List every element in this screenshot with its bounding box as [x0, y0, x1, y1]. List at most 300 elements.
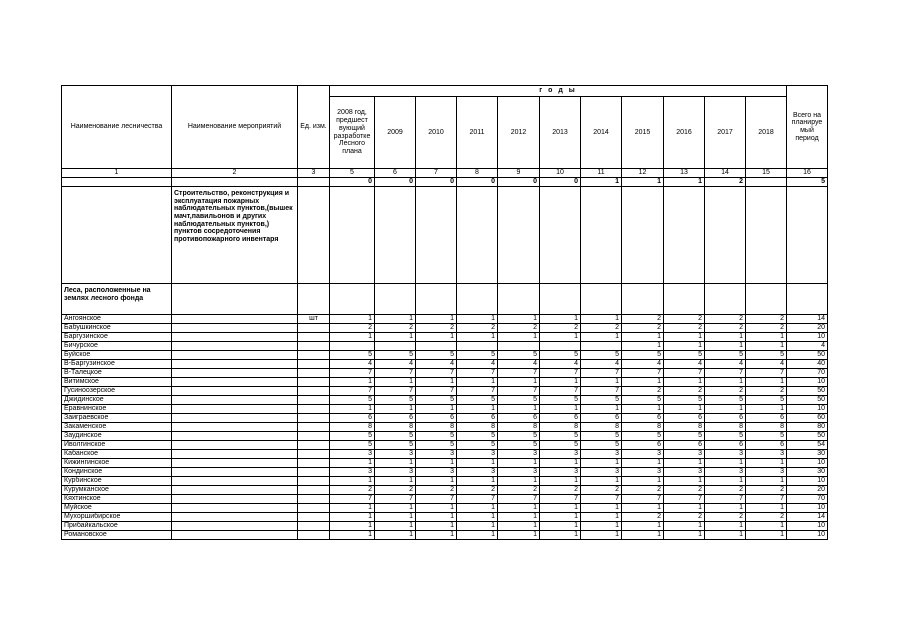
row-value: 1 — [622, 333, 664, 342]
row-value: 1 — [746, 504, 787, 513]
row-value: 8 — [581, 423, 622, 432]
unit-value — [298, 459, 330, 468]
row-value: 1 — [581, 531, 622, 540]
activity-empty — [375, 187, 416, 284]
forestry-name: Бичурское — [62, 342, 172, 351]
row-value: 4 — [375, 360, 416, 369]
section-title: Леса, расположенные на землях лесного фонда — [62, 284, 172, 315]
row-value: 1 — [498, 477, 540, 486]
row-value: 7 — [457, 495, 498, 504]
row-value: 1 — [416, 504, 457, 513]
row-value: 8 — [540, 423, 581, 432]
activity-empty — [664, 187, 705, 284]
header-base-year: 2008 год, предшест вующий разработке Лесного плана — [330, 97, 375, 169]
row-value: 4 — [622, 360, 664, 369]
row-value: 1 — [330, 315, 375, 324]
summary-value: 1 — [664, 178, 705, 187]
row-value: 1 — [498, 315, 540, 324]
row-value: 1 — [664, 342, 705, 351]
row-value — [540, 342, 581, 351]
row-value: 1 — [746, 531, 787, 540]
forestry-name: Бабушкинское — [62, 324, 172, 333]
row-value: 3 — [581, 468, 622, 477]
section-empty — [416, 284, 457, 315]
row-value: 5 — [457, 441, 498, 450]
row-value: 7 — [664, 369, 705, 378]
row-value: 2 — [622, 387, 664, 396]
header-year: 2015 — [622, 97, 664, 169]
unit-value — [298, 531, 330, 540]
table-row — [62, 414, 828, 423]
row-value: 6 — [622, 441, 664, 450]
measure-empty — [172, 477, 298, 486]
row-value: 8 — [330, 423, 375, 432]
row-value: 5 — [375, 441, 416, 450]
row-value: 1 — [457, 333, 498, 342]
row-value: 1 — [746, 459, 787, 468]
row-value: 3 — [416, 450, 457, 459]
row-value: 1 — [375, 531, 416, 540]
measure-empty — [172, 486, 298, 495]
row-value: 7 — [457, 369, 498, 378]
row-value: 1 — [416, 513, 457, 522]
section-empty — [298, 284, 330, 315]
row-value: 7 — [498, 369, 540, 378]
row-value: 2 — [664, 387, 705, 396]
measure-empty — [172, 378, 298, 387]
measure-empty — [172, 522, 298, 531]
row-value: 7 — [746, 495, 787, 504]
activity-empty — [581, 187, 622, 284]
row-value: 1 — [540, 315, 581, 324]
activity-empty — [298, 187, 330, 284]
row-value: 1 — [375, 315, 416, 324]
measure-empty — [172, 513, 298, 522]
unit-value — [298, 504, 330, 513]
forestry-name: Закаменское — [62, 423, 172, 432]
row-value: 10 — [787, 504, 828, 513]
header-year: 2016 — [664, 97, 705, 169]
row-value: 7 — [540, 369, 581, 378]
row-value: 7 — [375, 387, 416, 396]
section-empty — [540, 284, 581, 315]
unit-value — [298, 468, 330, 477]
section-empty — [622, 284, 664, 315]
activity-empty — [622, 187, 664, 284]
section-empty — [787, 284, 828, 315]
row-value: 7 — [330, 369, 375, 378]
forestry-name: Курбинское — [62, 477, 172, 486]
row-value: 4 — [581, 360, 622, 369]
row-value: 8 — [622, 423, 664, 432]
row-value: 3 — [705, 468, 746, 477]
table-row — [62, 468, 828, 477]
row-value: 4 — [540, 360, 581, 369]
row-value: 1 — [457, 405, 498, 414]
column-number: 5 — [330, 169, 375, 178]
row-value: 70 — [787, 369, 828, 378]
summary-empty — [62, 178, 172, 187]
row-value: 5 — [457, 432, 498, 441]
row-value: 1 — [498, 504, 540, 513]
row-value: 5 — [540, 441, 581, 450]
row-value: 5 — [416, 441, 457, 450]
row-value: 8 — [498, 423, 540, 432]
row-value: 30 — [787, 450, 828, 459]
table-row — [62, 486, 828, 495]
summary-value: 0 — [457, 178, 498, 187]
summary-value: 1 — [622, 178, 664, 187]
row-value: 1 — [540, 333, 581, 342]
row-value: 1 — [746, 342, 787, 351]
row-value: 2 — [540, 324, 581, 333]
row-value: 1 — [457, 522, 498, 531]
row-value — [330, 342, 375, 351]
row-value: 7 — [457, 387, 498, 396]
activity-empty — [416, 187, 457, 284]
row-value: 1 — [416, 405, 457, 414]
row-value: 1 — [540, 459, 581, 468]
row-value: 1 — [330, 459, 375, 468]
header-total: Всего на планируе мый период — [787, 86, 828, 169]
row-value: 5 — [330, 396, 375, 405]
row-value: 2 — [622, 315, 664, 324]
header-year: 2018 — [746, 97, 787, 169]
table-row — [62, 495, 828, 504]
row-value: 2 — [746, 513, 787, 522]
row-value: 6 — [705, 441, 746, 450]
row-value: 4 — [498, 360, 540, 369]
row-value: 70 — [787, 495, 828, 504]
measure-empty — [172, 414, 298, 423]
row-value: 6 — [375, 414, 416, 423]
row-value: 1 — [581, 522, 622, 531]
row-value: 7 — [705, 495, 746, 504]
header-year: 2010 — [416, 97, 457, 169]
row-value: 4 — [330, 360, 375, 369]
activity-empty — [62, 187, 172, 284]
header-name: Наименование лесничества — [62, 86, 172, 169]
summary-value: 0 — [330, 178, 375, 187]
row-value: 3 — [416, 468, 457, 477]
measure-empty — [172, 369, 298, 378]
summary-value: 1 — [581, 178, 622, 187]
row-value: 7 — [330, 495, 375, 504]
forestry-name: Джидинское — [62, 396, 172, 405]
row-value: 5 — [498, 351, 540, 360]
row-value: 20 — [787, 324, 828, 333]
row-value: 5 — [581, 396, 622, 405]
row-value: 5 — [581, 441, 622, 450]
row-value: 1 — [581, 504, 622, 513]
unit-value — [298, 360, 330, 369]
row-value: 1 — [622, 459, 664, 468]
row-value: 2 — [457, 324, 498, 333]
row-value: 7 — [581, 369, 622, 378]
row-value: 1 — [664, 378, 705, 387]
row-value: 1 — [540, 405, 581, 414]
row-value: 2 — [498, 324, 540, 333]
summary-value: 0 — [540, 178, 581, 187]
row-value: 1 — [330, 522, 375, 531]
row-value: 5 — [622, 432, 664, 441]
row-value: 1 — [330, 513, 375, 522]
forestry-name: Прибайкальское — [62, 522, 172, 531]
unit-value — [298, 414, 330, 423]
column-number: 15 — [746, 169, 787, 178]
unit-value — [298, 333, 330, 342]
activity-empty — [787, 187, 828, 284]
row-value — [457, 342, 498, 351]
row-value: 1 — [498, 459, 540, 468]
row-value: 3 — [746, 468, 787, 477]
row-value: 8 — [746, 423, 787, 432]
row-value: 1 — [375, 459, 416, 468]
row-value: 2 — [705, 486, 746, 495]
measure-empty — [172, 504, 298, 513]
row-value: 1 — [375, 504, 416, 513]
row-value: 10 — [787, 378, 828, 387]
row-value: 6 — [622, 414, 664, 423]
summary-value: 0 — [416, 178, 457, 187]
column-number: 7 — [416, 169, 457, 178]
row-value: 4 — [705, 360, 746, 369]
row-value: 1 — [705, 504, 746, 513]
row-value: 7 — [664, 495, 705, 504]
table-row — [62, 351, 828, 360]
row-value: 7 — [498, 387, 540, 396]
row-value: 6 — [581, 414, 622, 423]
row-value: 7 — [622, 369, 664, 378]
row-value: 2 — [540, 486, 581, 495]
row-value: 2 — [664, 486, 705, 495]
measure-empty — [172, 333, 298, 342]
table-row — [62, 504, 828, 513]
activity-empty — [498, 187, 540, 284]
row-value: 8 — [705, 423, 746, 432]
row-value: 2 — [330, 324, 375, 333]
section-empty — [172, 284, 298, 315]
activity-empty — [540, 187, 581, 284]
row-value: 5 — [664, 432, 705, 441]
row-value: 7 — [622, 495, 664, 504]
row-value: 2 — [622, 486, 664, 495]
row-value: 1 — [581, 315, 622, 324]
unit-value — [298, 477, 330, 486]
row-value: 8 — [375, 423, 416, 432]
row-value: 20 — [787, 486, 828, 495]
row-value: 1 — [746, 378, 787, 387]
table-row — [62, 423, 828, 432]
row-value: 1 — [581, 378, 622, 387]
row-value: 1 — [416, 378, 457, 387]
row-value: 5 — [622, 396, 664, 405]
header-year: 2012 — [498, 97, 540, 169]
row-value: 5 — [746, 351, 787, 360]
row-value: 1 — [705, 477, 746, 486]
table-row — [62, 360, 828, 369]
row-value: 2 — [375, 324, 416, 333]
measure-empty — [172, 459, 298, 468]
header-unit: Ед. изм. — [298, 86, 330, 169]
table-row — [62, 441, 828, 450]
forestry-name: Кабанское — [62, 450, 172, 459]
row-value: 7 — [375, 495, 416, 504]
forestry-name: Заиграевское — [62, 414, 172, 423]
section-empty — [705, 284, 746, 315]
row-value: 1 — [330, 378, 375, 387]
activity-empty — [705, 187, 746, 284]
row-value: 1 — [622, 522, 664, 531]
row-value: 6 — [330, 414, 375, 423]
row-value: 7 — [581, 495, 622, 504]
row-value: 2 — [375, 486, 416, 495]
row-value: 2 — [498, 486, 540, 495]
header-year: 2009 — [375, 97, 416, 169]
row-value: 1 — [498, 378, 540, 387]
row-value: 2 — [457, 486, 498, 495]
row-value: 1 — [581, 405, 622, 414]
measure-empty — [172, 351, 298, 360]
column-number: 8 — [457, 169, 498, 178]
row-value: 1 — [498, 333, 540, 342]
row-value: 5 — [457, 396, 498, 405]
row-value: 50 — [787, 396, 828, 405]
activity-title: Строительство, реконструкция и эксплуатация пожарных наблюдательных пунктов,(вышек мачт,павильонов и других наблюдательных пунктов,) пунктов сосредоточения противопожарного инвентаря — [172, 187, 298, 284]
section-empty — [664, 284, 705, 315]
column-number: 6 — [375, 169, 416, 178]
row-value: 10 — [787, 333, 828, 342]
row-value: 1 — [746, 477, 787, 486]
forestry-name: Романовское — [62, 531, 172, 540]
row-value: 5 — [664, 351, 705, 360]
row-value: 3 — [705, 450, 746, 459]
row-value: 7 — [746, 369, 787, 378]
table-row — [62, 315, 828, 324]
row-value: 3 — [457, 450, 498, 459]
row-value: 50 — [787, 387, 828, 396]
row-value: 1 — [457, 513, 498, 522]
row-value: 2 — [581, 486, 622, 495]
row-value: 1 — [746, 522, 787, 531]
row-value: 5 — [705, 351, 746, 360]
row-value: 1 — [416, 315, 457, 324]
row-value: 1 — [498, 531, 540, 540]
measure-empty — [172, 360, 298, 369]
column-number: 10 — [540, 169, 581, 178]
column-number: 2 — [172, 169, 298, 178]
row-value: 6 — [664, 414, 705, 423]
forestry-name: В-Талецкое — [62, 369, 172, 378]
table-row — [62, 531, 828, 540]
column-number: 13 — [664, 169, 705, 178]
summary-value: 2 — [705, 178, 746, 187]
row-value: 5 — [457, 351, 498, 360]
row-value: 6 — [746, 441, 787, 450]
row-value: 5 — [416, 351, 457, 360]
measure-empty — [172, 342, 298, 351]
row-value: 1 — [540, 504, 581, 513]
row-value: 5 — [705, 432, 746, 441]
row-value — [416, 342, 457, 351]
row-value: 5 — [746, 396, 787, 405]
section-empty — [457, 284, 498, 315]
table-row — [62, 342, 828, 351]
row-value: 60 — [787, 414, 828, 423]
row-value: 3 — [664, 450, 705, 459]
unit-value — [298, 351, 330, 360]
unit-value — [298, 324, 330, 333]
row-value: 5 — [498, 441, 540, 450]
row-value — [498, 342, 540, 351]
row-value: 5 — [375, 396, 416, 405]
row-value: 2 — [416, 324, 457, 333]
row-value: 3 — [746, 450, 787, 459]
summary-empty — [172, 178, 298, 187]
row-value: 2 — [416, 486, 457, 495]
row-value: 1 — [622, 405, 664, 414]
table-row — [62, 513, 828, 522]
section-empty — [498, 284, 540, 315]
row-value: 1 — [375, 513, 416, 522]
unit-value — [298, 423, 330, 432]
row-value: 7 — [540, 495, 581, 504]
row-value: 5 — [416, 432, 457, 441]
measure-empty — [172, 387, 298, 396]
section-empty — [581, 284, 622, 315]
measure-empty — [172, 405, 298, 414]
row-value: 3 — [622, 450, 664, 459]
row-value: 1 — [664, 477, 705, 486]
section-empty — [746, 284, 787, 315]
forestry-name: Заудинское — [62, 432, 172, 441]
row-value: 1 — [375, 522, 416, 531]
row-value: 2 — [622, 513, 664, 522]
header-year: 2013 — [540, 97, 581, 169]
row-value: 7 — [416, 387, 457, 396]
row-value: 1 — [330, 333, 375, 342]
activity-empty — [457, 187, 498, 284]
row-value: 1 — [375, 405, 416, 414]
table-row — [62, 432, 828, 441]
row-value: 5 — [498, 432, 540, 441]
header-year: 2014 — [581, 97, 622, 169]
row-value: 8 — [664, 423, 705, 432]
row-value: 7 — [581, 387, 622, 396]
row-value: 5 — [746, 432, 787, 441]
row-value: 1 — [540, 378, 581, 387]
row-value: 80 — [787, 423, 828, 432]
row-value: 5 — [705, 396, 746, 405]
unit-value — [298, 378, 330, 387]
table-row — [62, 333, 828, 342]
row-value: 1 — [416, 522, 457, 531]
row-value: 3 — [375, 468, 416, 477]
row-value: 4 — [787, 342, 828, 351]
measure-empty — [172, 441, 298, 450]
forestry-name: В-Баргузинское — [62, 360, 172, 369]
row-value: 1 — [664, 504, 705, 513]
row-value: 1 — [375, 378, 416, 387]
row-value: 1 — [457, 315, 498, 324]
row-value: 1 — [664, 333, 705, 342]
row-value: 1 — [330, 504, 375, 513]
unit-value — [298, 522, 330, 531]
row-value: 1 — [498, 522, 540, 531]
unit-value — [298, 486, 330, 495]
row-value: 1 — [622, 504, 664, 513]
measure-empty — [172, 468, 298, 477]
